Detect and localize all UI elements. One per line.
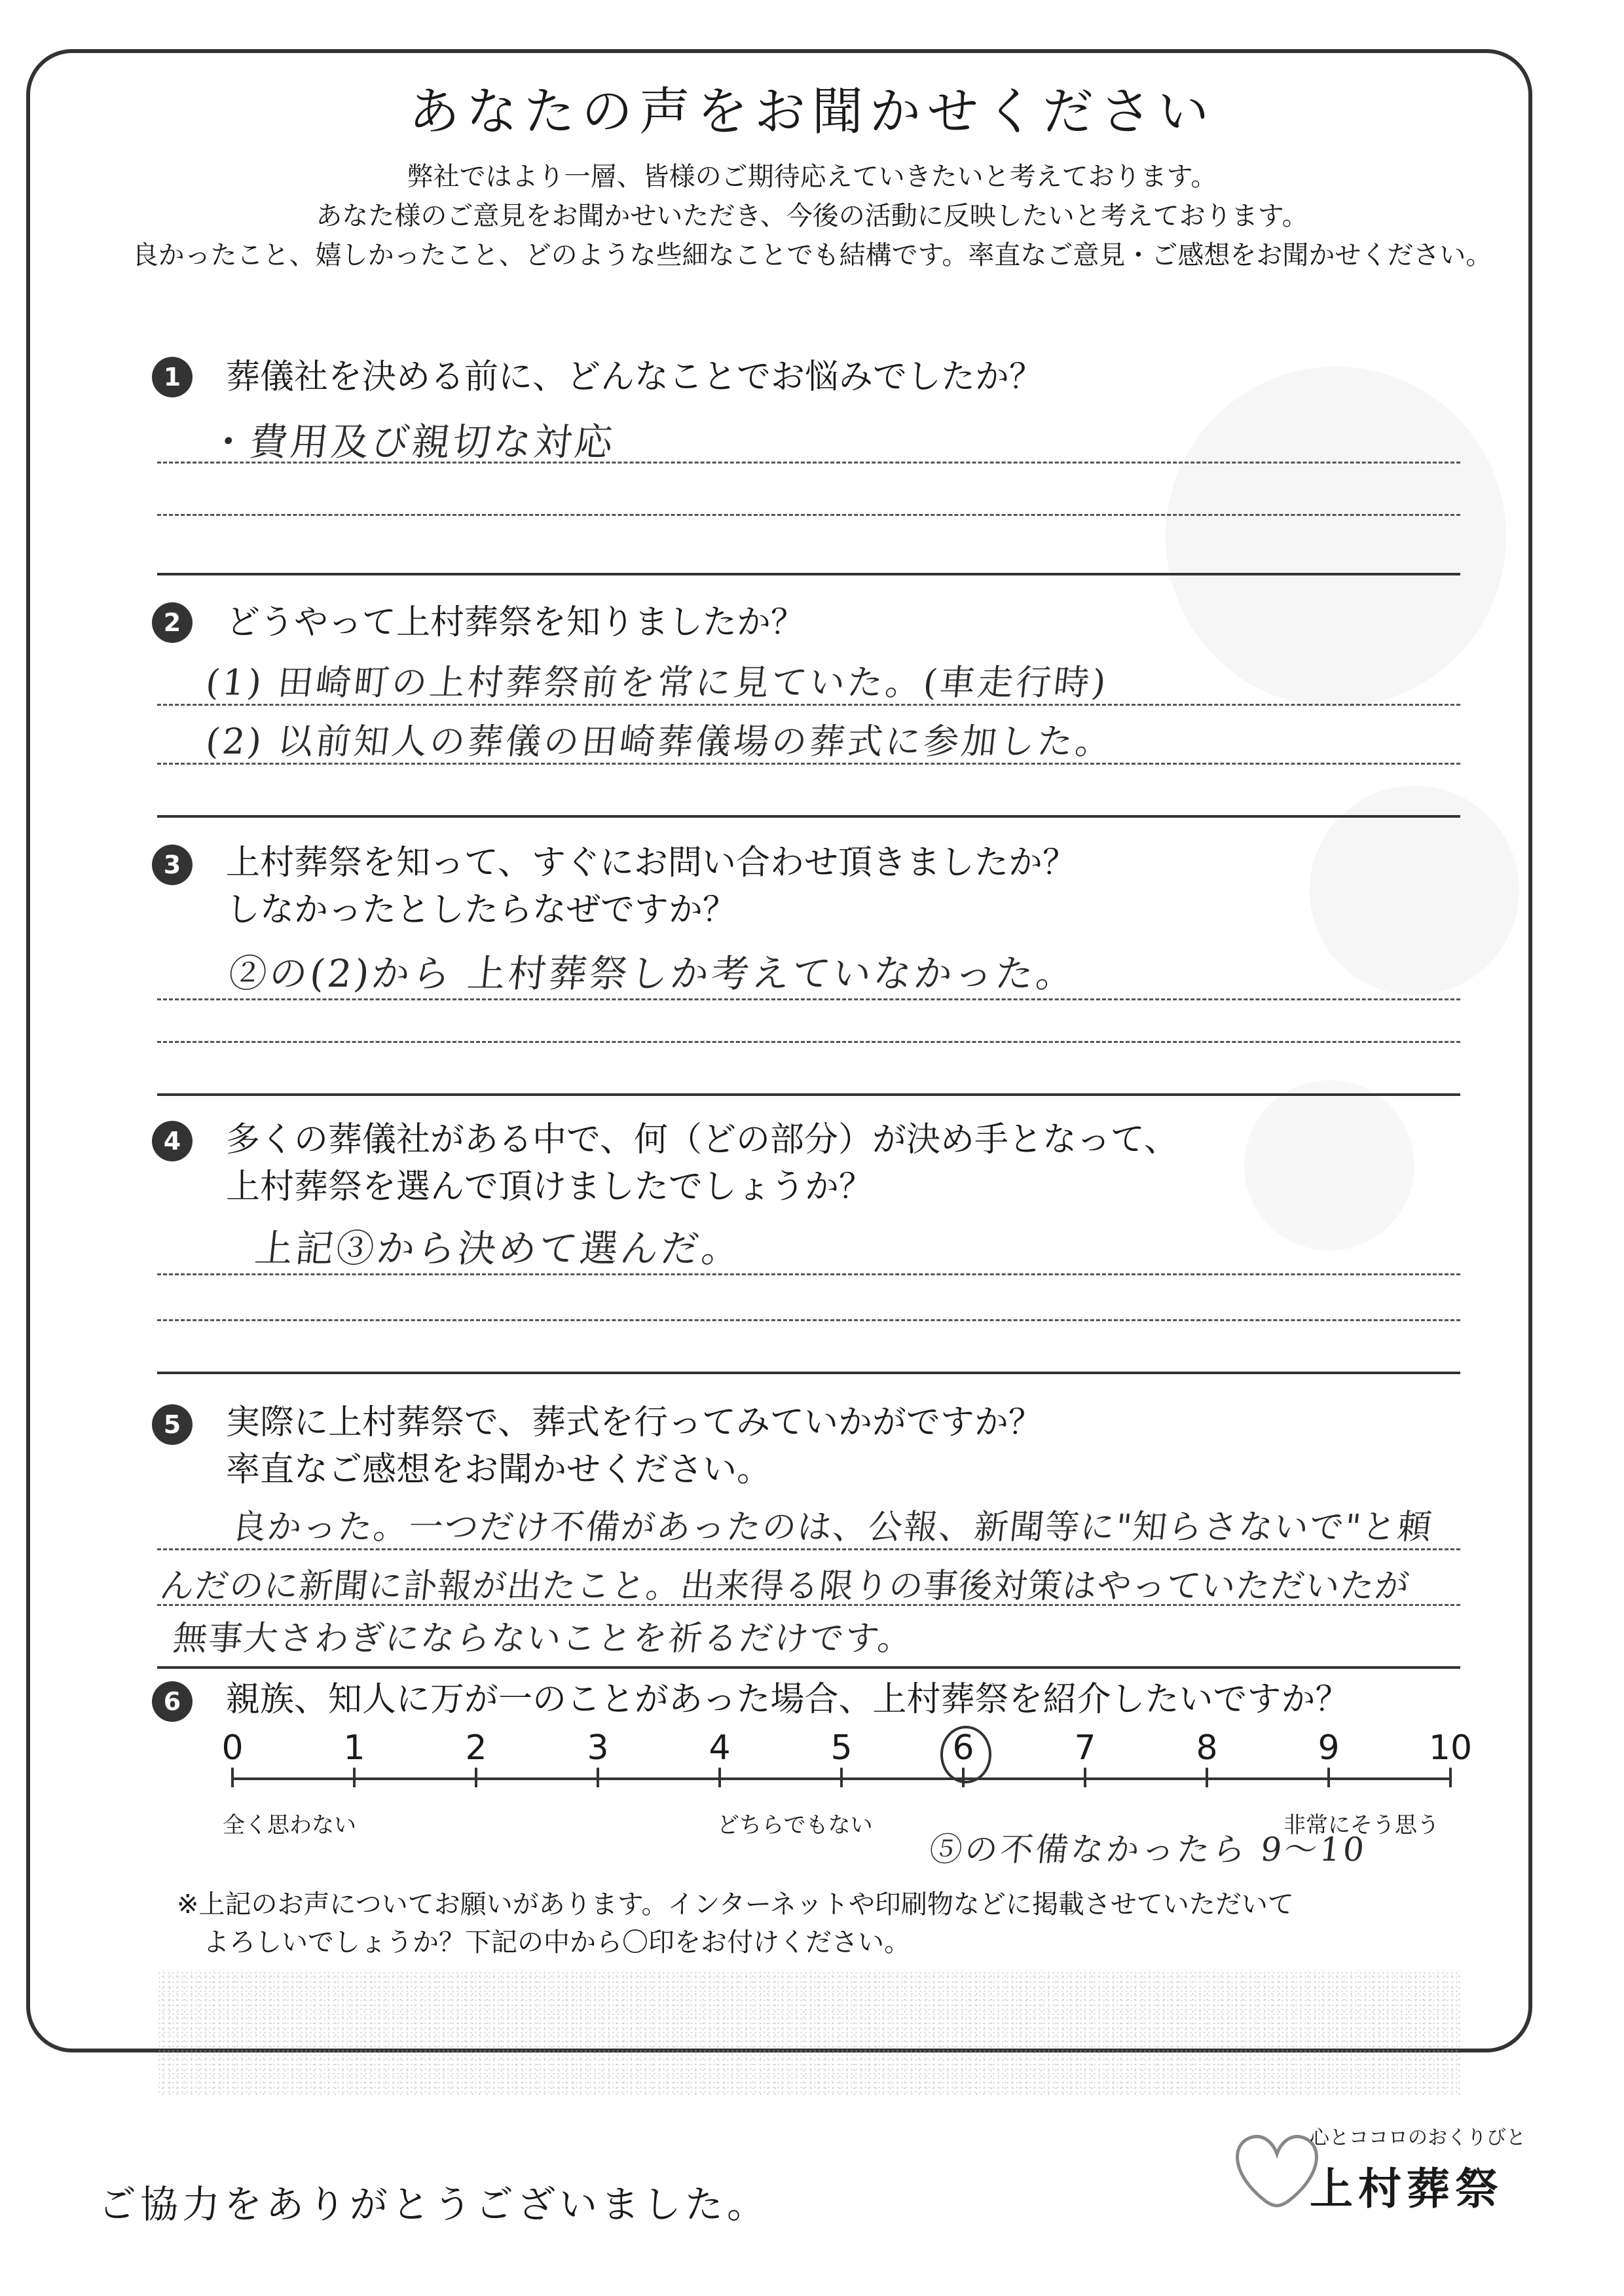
question-number-badge: 5 xyxy=(152,1404,193,1445)
page-title: あなたの声をお聞かせください xyxy=(408,82,1215,141)
answer-rule xyxy=(157,704,1460,706)
scale-tick xyxy=(718,1768,721,1787)
intro-line: 弊社ではより一層、皆様のご期待応えていきたいと考えております。 xyxy=(407,162,1217,192)
scale-tick-label: 8 xyxy=(1196,1728,1218,1768)
scale-tick xyxy=(1327,1768,1330,1787)
scale-low-label: 全く思わない xyxy=(223,1812,356,1838)
thanks-message: ご協力をありがとうございました。 xyxy=(98,2182,769,2227)
scale-tick xyxy=(353,1768,356,1787)
answer-rule xyxy=(157,1548,1460,1550)
scale-tick xyxy=(840,1768,843,1787)
scale-tick-label: 2 xyxy=(465,1728,487,1768)
question-2-text: どうやって上村葬祭を知りましたか？ xyxy=(226,603,805,642)
consent-note-line: よろしいでしょうか？下記の中から〇印をお付けください。 xyxy=(177,1927,910,1958)
answer-rule xyxy=(157,1604,1460,1606)
answer-rule xyxy=(157,514,1460,516)
answer-2-line: (2) 以前知人の葬儀の田崎葬儀場の葬式に参加した。 xyxy=(204,721,1116,762)
scale-high-label: 非常にそう思う xyxy=(1283,1812,1439,1838)
section-divider xyxy=(157,1093,1460,1096)
consent-note xyxy=(177,1886,1421,1961)
scale-tick-label: 10 xyxy=(1428,1728,1473,1768)
scale-tick xyxy=(1449,1768,1452,1787)
answer-rule xyxy=(157,1273,1460,1275)
answer-2-line: (1) 田崎町の上村葬祭前を常に見ていた。(車走行時) xyxy=(204,662,1111,703)
question-3-text: 上村葬祭を知って、すぐにお問い合わせ頂きましたか？ xyxy=(226,843,1077,883)
consent-note-line: ※上記のお声についてお願いがあります。インターネットや印刷物などに掲載させていただいて xyxy=(177,1889,1294,1920)
scale-tick xyxy=(597,1768,599,1787)
scale-tick xyxy=(231,1768,234,1787)
scale-tick-label: 7 xyxy=(1074,1728,1096,1768)
intro-line: 良かったこと、嬉しかったこと、どのような些細なことでも結構です。率直なご意見・ご感想をお聞かせください。 xyxy=(132,240,1492,270)
section-divider xyxy=(157,815,1460,818)
scale-handwritten-note: ⑤の不備なかったら 9～10 xyxy=(927,1831,1369,1868)
answer-rule xyxy=(157,763,1460,765)
answer-1-line: ・費用及び親切な対応 xyxy=(206,420,618,464)
intro-line: あなた様のご意見をお聞かせいただき、今後の活動に反映したいと考えております。 xyxy=(316,201,1308,231)
question-4-text: 上村葬祭を選んで頂けましたでしょうか？ xyxy=(226,1167,874,1207)
answer-5-line: 無事大さわぎにならないことを祈るだけです。 xyxy=(171,1619,915,1658)
logo-tagline: 心とココロのおくりびと xyxy=(1310,2126,1526,2149)
answer-5-line: 良かった。一つだけ不備があったのは、公報、新聞等に"知らさないで"と頼 xyxy=(230,1508,1435,1547)
scale-tick xyxy=(1084,1768,1086,1787)
answer-3-line: ②の(2)から 上村葬祭しか考えていなかった。 xyxy=(226,951,1079,996)
selected-rating-circle xyxy=(940,1726,991,1783)
section-divider xyxy=(157,1666,1460,1669)
answer-rule xyxy=(157,998,1460,1000)
answer-rule xyxy=(157,1319,1460,1321)
intro-text xyxy=(131,157,1493,275)
question-number-badge: 1 xyxy=(152,357,193,397)
scale-tick-label: 1 xyxy=(343,1728,365,1768)
scale-mid-label: どちらでもない xyxy=(717,1812,873,1838)
logo-name: 上村葬祭 xyxy=(1310,2164,1504,2214)
answer-rule xyxy=(157,1041,1460,1043)
question-number-badge: 3 xyxy=(152,845,193,885)
answer-rule xyxy=(157,462,1460,464)
question-number-badge: 4 xyxy=(152,1121,193,1161)
question-number-badge: 2 xyxy=(152,602,193,643)
question-4-text: 多くの葬儀社がある中で、何（どの部分）が決め手となって、 xyxy=(226,1120,1178,1159)
scale-tick xyxy=(475,1768,477,1787)
question-6-text: 親族、知人に万が一のことがあった場合、上村葬祭を紹介したいですか？ xyxy=(226,1680,1350,1719)
scale-tick xyxy=(1206,1768,1208,1787)
scale-tick-label: 0 xyxy=(221,1728,244,1768)
section-divider xyxy=(157,1372,1460,1374)
question-5-text: 率直なご感想をお聞かせください。 xyxy=(226,1450,771,1489)
question-1-text: 葬儀社を決める前に、どんなことでお悩みでしたか？ xyxy=(226,357,1044,397)
scale-tick-label: 3 xyxy=(587,1728,609,1768)
scale-tick-label: 6 xyxy=(952,1728,974,1768)
answer-5-line: んだのに新聞に訃報が出たこと。出来得る限りの事後対策はやっていただいたが xyxy=(158,1567,1412,1606)
question-number-badge: 6 xyxy=(152,1681,193,1722)
answer-4-line: 上記③から決めて選んだ。 xyxy=(252,1226,745,1271)
scale-tick-label: 5 xyxy=(830,1728,853,1768)
redacted-consent-area xyxy=(157,1971,1460,2095)
question-5-text: 実際に上村葬祭で、葬式を行ってみていかがですか？ xyxy=(226,1403,1043,1442)
scale-tick-label: 4 xyxy=(709,1728,731,1768)
heart-logo-icon xyxy=(1238,2136,1317,2206)
question-3-text: しなかったとしたらなぜですか？ xyxy=(226,890,737,930)
scale-tick-label: 9 xyxy=(1318,1728,1340,1768)
section-divider xyxy=(157,573,1460,575)
